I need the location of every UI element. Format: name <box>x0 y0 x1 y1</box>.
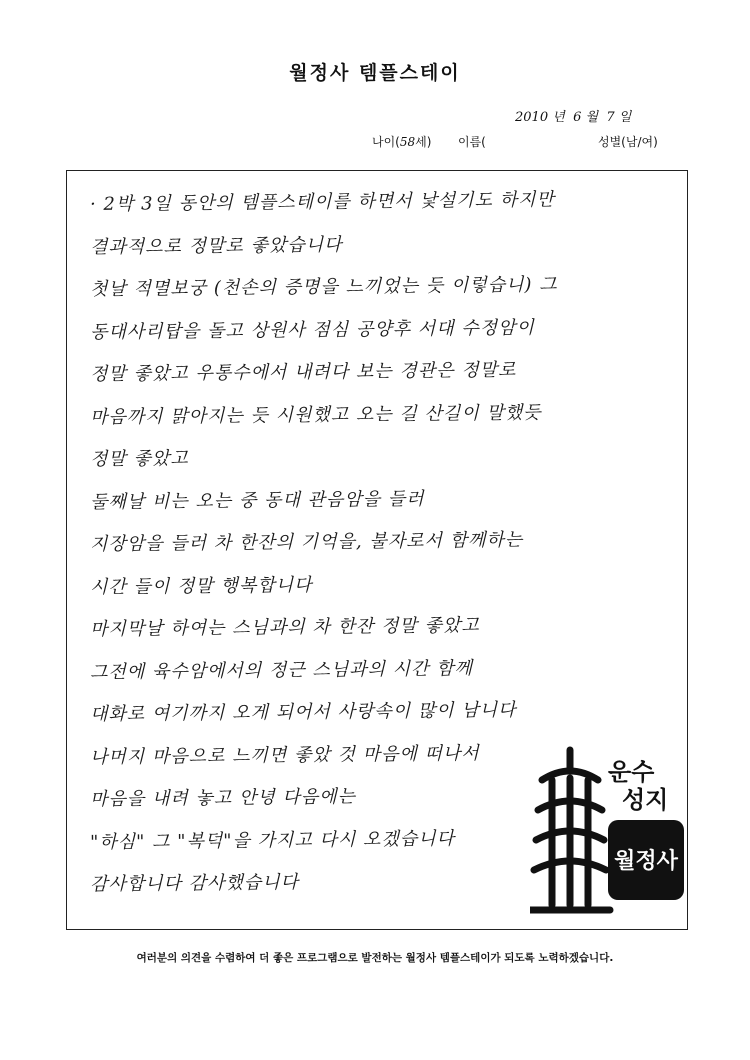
footer-note: 여러분의 의견을 수렴하여 더 좋은 프로그램으로 발전하는 월정사 템플스테이가 되도록 노력하겠습니다. <box>136 952 614 964</box>
age-unit: 세) <box>415 135 432 149</box>
form-title: 월정사 템플스테이 <box>289 62 461 84</box>
handwritten-line: 마음을 내려 놓고 안녕 다음에는 <box>89 786 357 810</box>
handwritten-line: 나머지 마음으로 느끼면 좋았 것 마음에 떠나서 <box>89 742 480 768</box>
date-day: 7 <box>606 110 615 125</box>
handwritten-line: 감사합니다 감사했습니다 <box>89 871 300 895</box>
handwritten-line: "하심" 그 "복덕"을 가지고 다시 오겠습니다 <box>89 827 456 853</box>
date-year: 2010 <box>515 110 549 125</box>
handwritten-line: 지장암을 들러 차 한잔의 기억을, 불자로서 함께하는 <box>89 529 524 555</box>
date-year-unit: 년 <box>552 110 565 125</box>
handwritten-line: 정말 좋았고 <box>89 447 189 470</box>
stamp-text-mid: 성지 <box>622 786 669 814</box>
name-label: 이름( <box>458 135 486 149</box>
age-label: 나이( <box>372 135 400 149</box>
name-field <box>458 133 486 150</box>
gender-label: 성별(남/여) <box>598 135 658 149</box>
handwritten-line: 정말 좋았고 우통수에서 내려다 보는 경관은 정말로 <box>89 359 517 385</box>
temple-seal-stamp <box>530 740 690 920</box>
age-value: 58 <box>399 135 416 149</box>
date-month: 6 <box>573 110 582 125</box>
handwritten-line: 그전에 육수암에서의 정근 스님과의 시간 함께 <box>89 657 474 683</box>
date-month-unit: 월 <box>585 110 599 125</box>
form-date <box>515 106 631 125</box>
handwritten-line: · 2박 3일 동안의 템플스테이를 하면서 낯설기도 하지만 <box>89 189 555 215</box>
handwritten-line: 결과적으로 정말로 좋았습니다 <box>89 233 343 258</box>
handwritten-line: 동대사리탑을 돌고 상원사 점심 공양후 서대 수정암이 <box>89 316 535 343</box>
handwritten-line: 마음까지 맑아지는 듯 시원했고 오는 길 산길이 말했듯 <box>89 401 542 428</box>
stamp-text-seal: 월정사 <box>614 849 678 874</box>
handwritten-line: 시간 들이 정말 행복합니다 <box>89 574 313 598</box>
age-field <box>372 133 431 150</box>
handwritten-line: 대화로 여기까지 오게 되어서 사랑속이 많이 남니다 <box>89 699 517 725</box>
handwritten-line: 마지막날 하여는 스님과의 차 한잔 정말 좋았고 <box>89 614 480 640</box>
gender-field <box>598 133 658 150</box>
handwritten-line: 첫날 적멸보궁 (천손의 증명을 느끼었는 듯 이렇습니) 그 <box>89 274 558 300</box>
date-day-unit: 일 <box>618 110 632 125</box>
handwritten-line: 둘째날 비는 오는 중 동대 관음암을 들러 <box>89 487 425 513</box>
pagoda-icon <box>530 750 610 910</box>
stamp-text-top: 운수 <box>608 758 655 786</box>
